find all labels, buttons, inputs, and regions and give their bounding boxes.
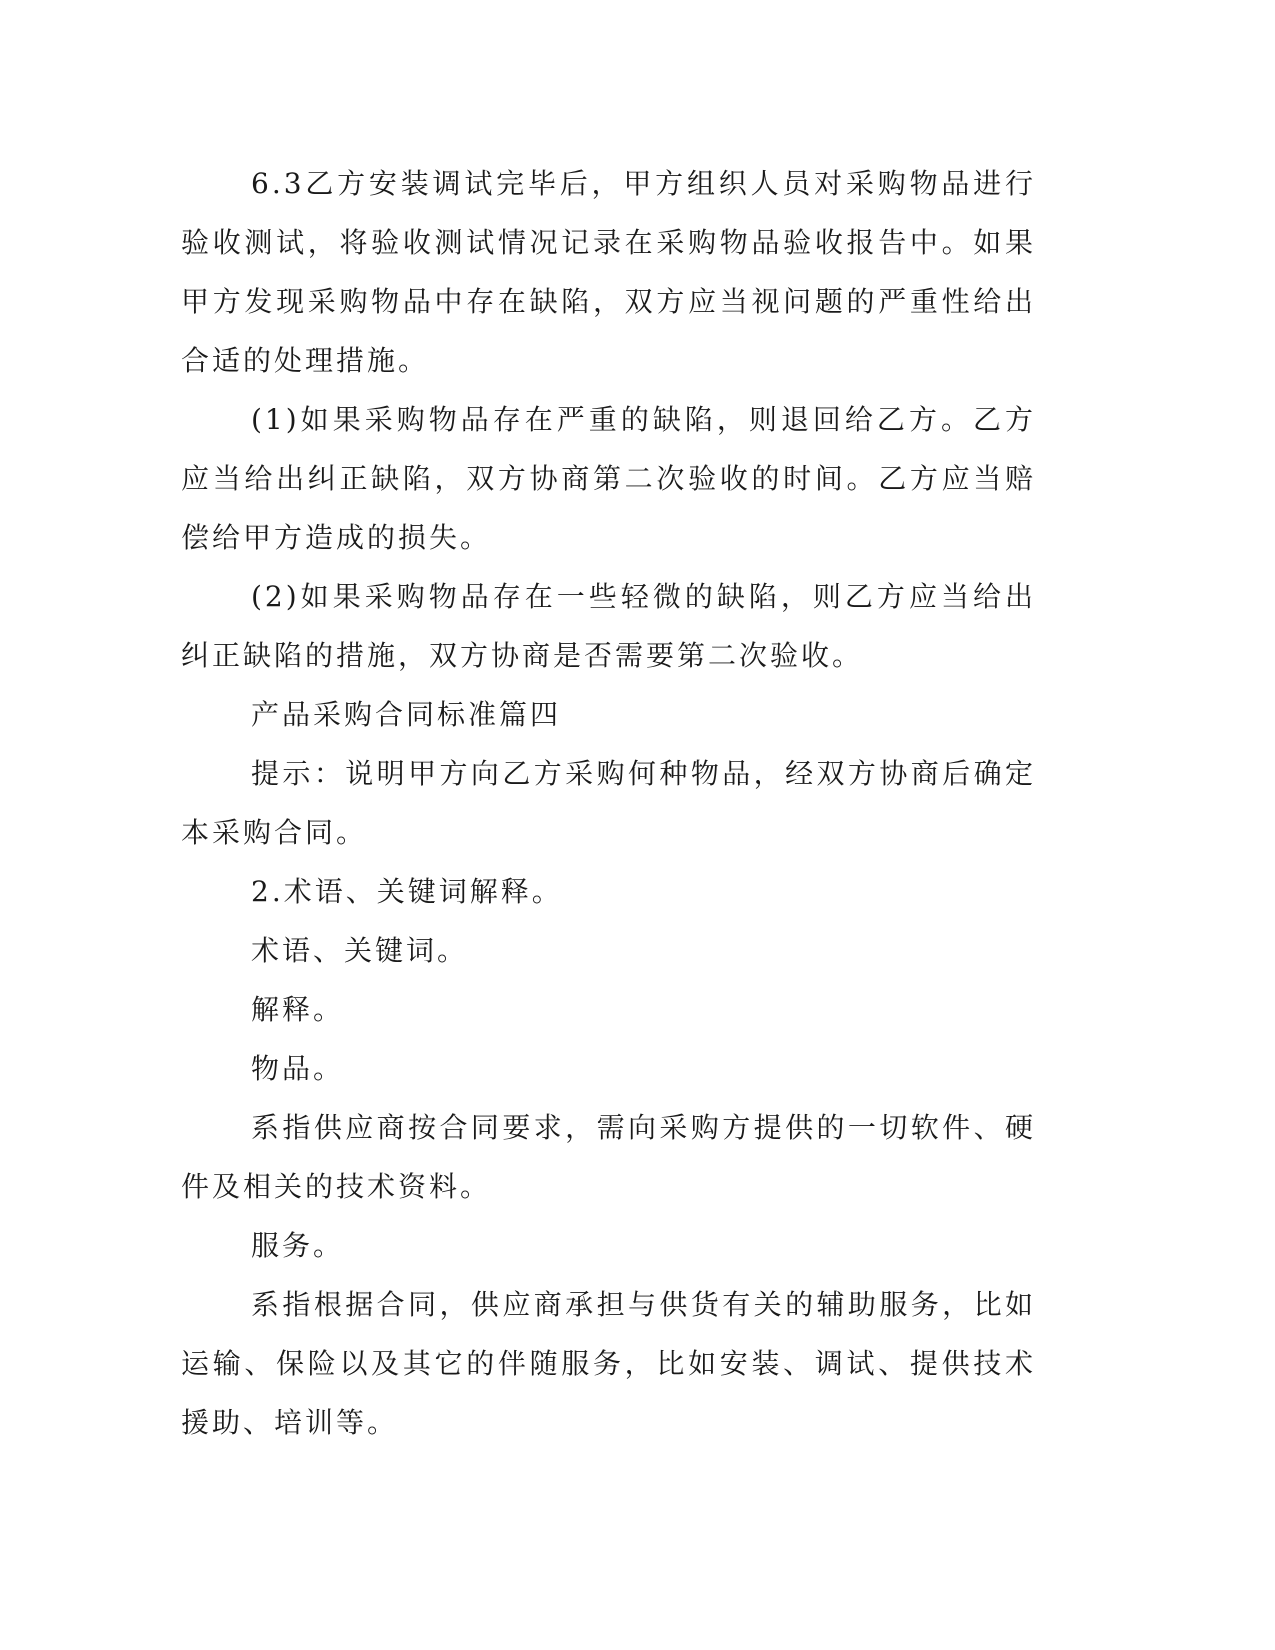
paragraph-minor-defect: (2)如果采购物品存在一些轻微的缺陷，则乙方应当给出纠正缺陷的措施，双方协商是否需要第二次验收。 bbox=[181, 580, 1036, 672]
paragraph-goods-term: 物品。 bbox=[251, 1052, 345, 1085]
paragraph-terms-heading: 2.术语、关键词解释。 bbox=[251, 875, 563, 908]
document-body bbox=[181, 154, 1036, 1452]
section-heading: 产品采购合同标准篇四 bbox=[251, 698, 562, 731]
paragraph-hint: 提示：说明甲方向乙方采购何种物品，经双方协商后确定本采购合同。 bbox=[181, 757, 1036, 849]
paragraph-acceptance-test: 6.3乙方安装调试完毕后，甲方组织人员对采购物品进行验收测试，将验收测试情况记录在采购物品验收报告中。如果甲方发现采购物品中存在缺陷，双方应当视问题的严重性给出合适的处理措施。 bbox=[181, 167, 1036, 377]
paragraph-serious-defect: (1)如果采购物品存在严重的缺陷，则退回给乙方。乙方应当给出纠正缺陷，双方协商第二次验收的时间。乙方应当赔偿给甲方造成的损失。 bbox=[181, 403, 1036, 554]
paragraph-terms-label: 术语、关键词。 bbox=[251, 934, 469, 967]
paragraph-services-term: 服务。 bbox=[251, 1229, 345, 1262]
paragraph-services-definition: 系指根据合同，供应商承担与供货有关的辅助服务，比如运输、保险以及其它的伴随服务，比如安装、调试、提供技术援助、培训等。 bbox=[181, 1288, 1036, 1439]
paragraph-goods-definition: 系指供应商按合同要求，需向采购方提供的一切软件、硬件及相关的技术资料。 bbox=[181, 1111, 1036, 1203]
paragraph-explanation-label: 解释。 bbox=[251, 993, 345, 1026]
